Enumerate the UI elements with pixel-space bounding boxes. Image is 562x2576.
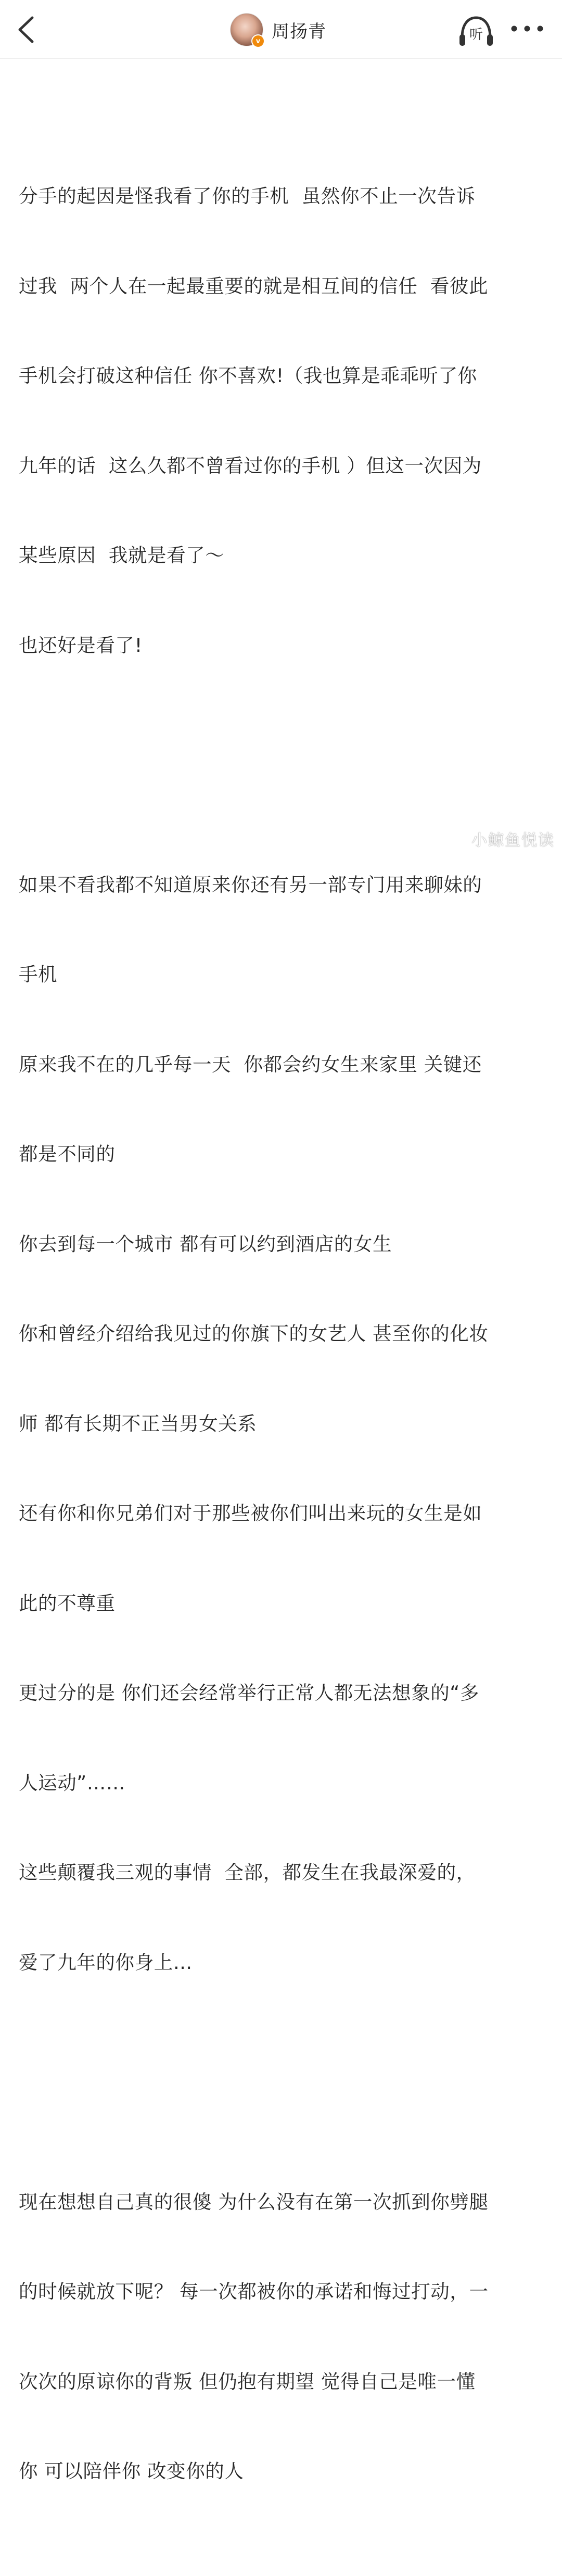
- paragraph-1: [19, 121, 539, 720]
- username[interactable]: 周扬青: [272, 21, 326, 42]
- more-dots-icon: [509, 16, 545, 42]
- text-line: 某些原因 我就是看了～: [19, 544, 225, 566]
- text-line: 人运动”……: [19, 1771, 126, 1794]
- back-chevron-icon: [15, 11, 46, 48]
- text-line: 现在想想自己真的很傻 为什么没有在第一次抓到你劈腿: [19, 2190, 489, 2213]
- text-line: 九年的话 这么久都不曾看过你的手机 ）但这一次因为: [19, 454, 482, 477]
- avatar[interactable]: [230, 13, 263, 46]
- more-button[interactable]: [509, 16, 545, 42]
- text-line: 师 都有长期不正当男女关系: [19, 1412, 257, 1435]
- text-line: 手机会打破这种信任 你不喜欢!（我也算是乖乖听了你: [19, 364, 477, 387]
- text-line: 过我 两个人在一起最重要的就是相互间的信任 看彼此: [19, 274, 489, 297]
- text-line: 更过分的是 你们还会经常举行正常人都无法想象的“多: [19, 1682, 480, 1704]
- text-line: 你 可以陪伴你 改变你的人: [19, 2460, 244, 2482]
- text-line: 原来我不在的几乎每一天 你都会约女生来家里 关键还: [19, 1053, 482, 1076]
- paragraph-3: [19, 2127, 539, 2546]
- post-content: [19, 61, 539, 2576]
- text-line: 你和曾经介绍给我见过的你旗下的女艺人 甚至你的化妆: [19, 1322, 489, 1345]
- text-line: 分手的起因是怪我看了你的手机 虽然你不止一次告诉: [19, 185, 476, 207]
- text-line: 此的不尊重: [19, 1592, 116, 1614]
- back-button[interactable]: [15, 11, 46, 48]
- profile-info[interactable]: [230, 11, 326, 48]
- verified-badge-icon: v: [251, 34, 265, 48]
- text-line: 如果不看我都不知道原来你还有另一部专门用来聊妹的: [19, 873, 482, 896]
- watermark: 小鲸鱼悦读: [471, 831, 555, 850]
- listen-button[interactable]: [457, 15, 495, 48]
- text-line: 的时候就放下呢？ 每一次都被你的承诺和悔过打动，一: [19, 2280, 489, 2303]
- text-line: 这些颠覆我三观的事情 全部，都发生在我最深爱的，: [19, 1861, 476, 1884]
- text-line: 你去到每一个城市 都有可以约到酒店的女生: [19, 1232, 392, 1255]
- text-line: 也还好是看了!: [19, 634, 143, 656]
- text-line: 还有你和你兄弟们对于那些被你们叫出来玩的女生是如: [19, 1502, 482, 1524]
- top-bar: [0, 0, 562, 59]
- text-line: 爱了九年的你身上…: [19, 1951, 193, 1974]
- text-line: 手机: [19, 963, 58, 986]
- listen-label: 听: [469, 27, 483, 43]
- paragraph-2: [19, 810, 539, 2038]
- text-line: 都是不同的: [19, 1143, 116, 1165]
- text-line: 次次的原谅你的背叛 但仍抱有期望 觉得自己是唯一懂: [19, 2370, 476, 2393]
